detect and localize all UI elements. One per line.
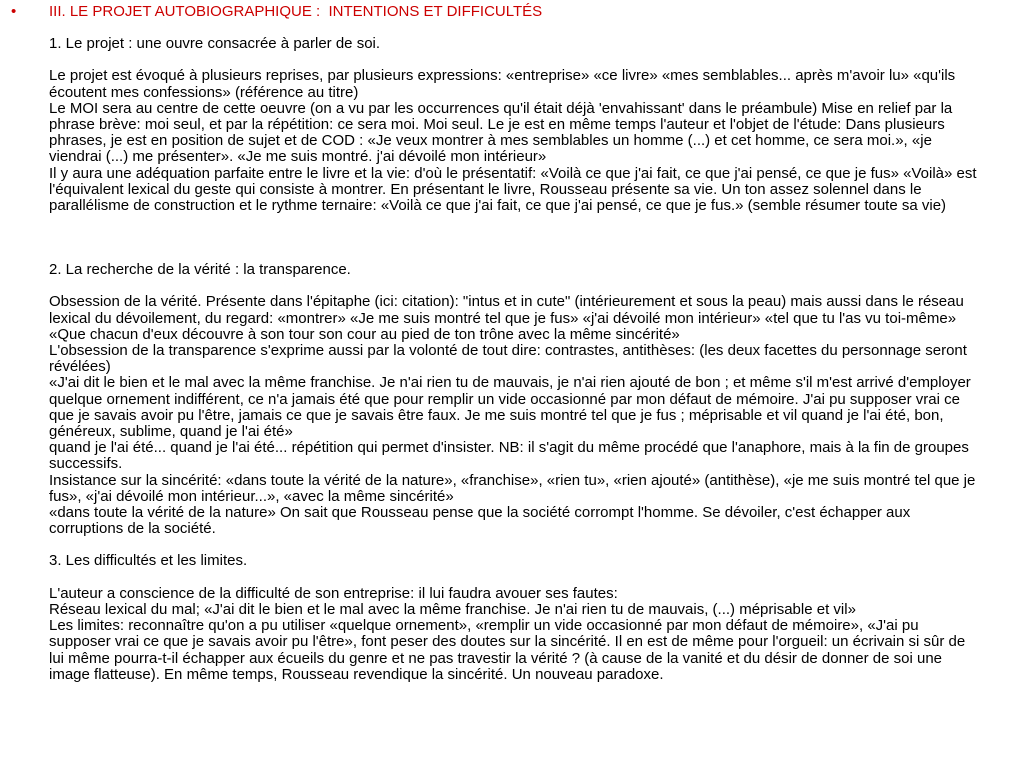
section2-paragraph-6: «dans toute la vérité de la nature» On sait que Rousseau pense que la société corrompt l'homme. Se dévoiler, c'est échapper aux corruptions de la société. bbox=[49, 504, 911, 538]
section2-paragraph-2: L'obsession de la transparence s'exprime aussi par la volonté de tout dire: contrastes, antithèses: (les deux facettes du personnage seront révélées) bbox=[49, 342, 967, 376]
section1-paragraph-2: Le MOI sera au centre de cette oeuvre (on a vu par les occurrences qu'il était déjà 'envahissant' dans le préambule) Mise en relief par la phrase brève: moi seul, et par la répétition: ce sera moi. Moi seul. Le je est en même temps l'auteur et l'objet de l'étude: Dans plusieurs phrases, je est en position de sujet et de COD : «Je veux montrer à mes semblables un homme (...) et cet homme, ce sera moi.», «je viendrai (...) me présenter». «Je me suis montré. j'ai dévoilé mon intérieur» bbox=[49, 99, 953, 166]
section2-paragraph-5: Insistance sur la sincérité: «dans toute la vérité de la nature», «franchise», «rien tu», «rien ajouté» (antithèse), «je me suis montré tel que je fus», «j'ai dévoilé mon intérieur...», «avec la même sincérité» bbox=[49, 471, 976, 505]
slide-title: III. LE PROJET AUTOBIOGRAPHIQUE : INTENTIONS ET DIFFICULTÉS bbox=[49, 3, 543, 20]
section2-paragraph-3: «J'ai dit le bien et le mal avec la même franchise. Je n'ai rien tu de mauvais, je n'ai rien ajouté de bon ; et même s'il m'est arrivé d'employer quelque ornement indifférent, ce n'a jamais été que pour remplir un vide occasionné par mon défaut de mémoire. J'ai pu supposer vrai ce que je savais avoir pu l'être, jamais ce que je savais être faux. Je me suis montré tel que je fus ; méprisable et vil quand je l'ai été, bon, généreux, sublime, quand je l'ai été» bbox=[49, 374, 971, 441]
section3-heading: 3. Les difficultés et les limites. bbox=[49, 552, 248, 570]
slide-content bbox=[49, 4, 979, 683]
section2-paragraph-4: quand je l'ai été... quand je l'ai été... répétition qui permet d'insister. NB: il s'agit du même procédé que l'anaphore, mais à la fin de groupes successifs. bbox=[49, 439, 969, 473]
section1-heading: 1. Le projet : une ouvre consacrée à parler de soi. bbox=[49, 35, 381, 53]
section2-paragraph-1: Obsession de la vérité. Présente dans l'épitaphe (ici: citation): "intus et in cute" (intérieurement et sous la peau) mais aussi dans le réseau lexical du dévoilement, du regard: «montrer» «Je me suis montré tel que je fus» «j'ai dévoilé mon intérieur» «tel que tu l'as vu toi-même» «Que chacun d'eux découvre à son tour son cour au pied de ton trône avec la même sincérité» bbox=[49, 293, 964, 343]
section1-paragraph-3: Il y aura une adéquation parfaite entre le livre et la vie: d'où le présentatif: «Voilà ce que j'ai fait, ce que j'ai pensé, ce que je fus» «Voilà» est l'équivalent lexical du geste qui consiste à montrer. En présentant le livre, Rousseau présente sa vie. Un ton assez solennel dans le parallélisme de construction et le rythme ternaire: «Voilà ce que j'ai fait, ce que j'ai pensé, ce que je fus.» (semble résumer toute sa vie) bbox=[49, 164, 977, 215]
section2-heading: 2. La recherche de la vérité : la transparence. bbox=[49, 261, 351, 279]
section1-paragraph-1: Le projet est évoqué à plusieurs reprises, par plusieurs expressions: «entreprise» «ce livre» «mes semblables... après m'avoir lu» «qu'ils écoutent mes confessions» (référence au titre) bbox=[49, 67, 956, 101]
section3-paragraph-2: Réseau lexical du mal; «J'ai dit le bien et le mal avec la même franchise. Je n'ai rien tu de mauvais, (...) méprisable et vil» bbox=[49, 600, 856, 618]
section3-paragraph-3: Les limites: reconnaître qu'on a pu utiliser «quelque ornement», «remplir un vide occasionné par mon défaut de mémoire», «J'ai pu supposer vrai ce que je savais avoir pu l'être», font peser des doutes sur la sincérité. Il en est de même pour l'orgueil: un écrivain si sûr de lui même pourra-t-il échapper aux écueils du genre et ne pas travestir la vérité ? (à cause de la vanité et du désir de donner de soi une image flatteuse). En même temps, Rousseau revendique la sincérité. Un nouveau paradoxe. bbox=[49, 617, 966, 683]
section3-paragraph-1: L'auteur a conscience de la difficulté de son entreprise: il lui faudra avouer ses fautes: bbox=[49, 584, 618, 602]
bullet-icon: • bbox=[11, 3, 17, 20]
